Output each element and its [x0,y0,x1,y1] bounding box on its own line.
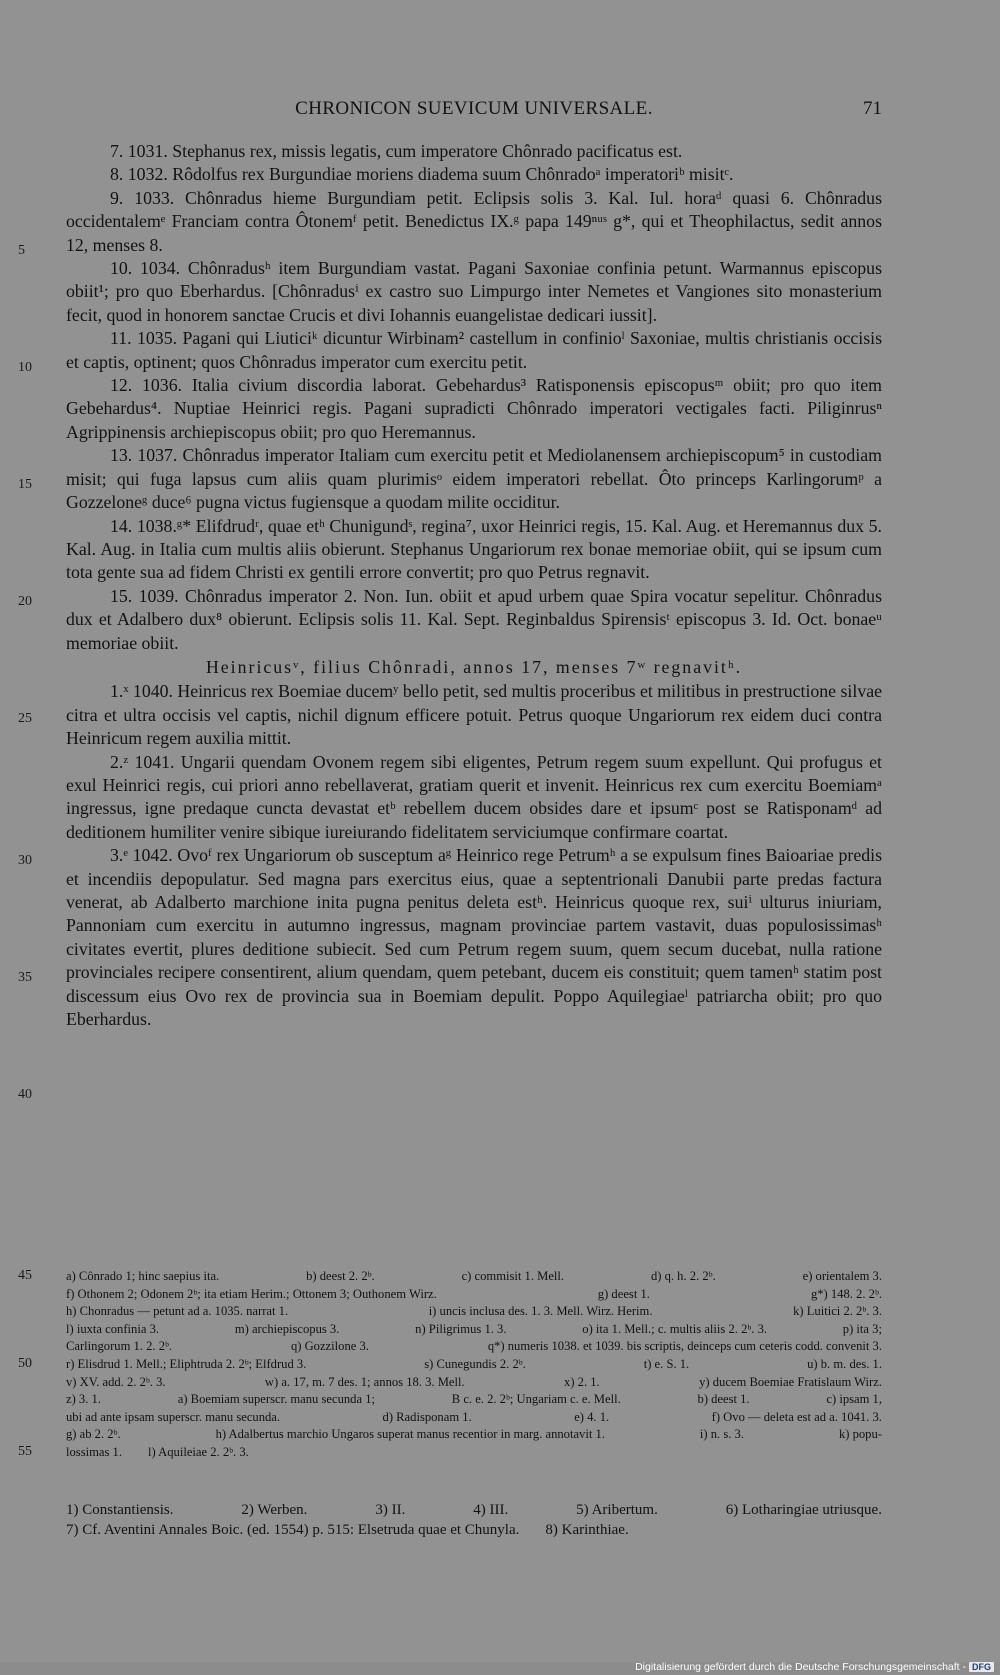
running-header [66,98,882,124]
variant-note: l) iuxta confinia 3. [66,1321,160,1336]
footnote: 4) III. [473,1502,509,1518]
variant-note-line [66,1338,882,1356]
variant-note: g*) 148. 2. 2ᵇ. [810,1286,882,1301]
variant-note: q*) numeris 1038. et 1039. bis scriptis, deinceps cum ceteris codd. convenit 3. [487,1339,882,1354]
variant-note: a) Cônrado 1; hinc saepius ita. [66,1269,220,1283]
footnote: 7) Cf. Aventini Annales Boic. (ed. 1554) p. 515: Elsetruda quae et Chunyla. [66,1522,520,1538]
variant-note: c) commisit 1. Mell. [461,1269,565,1283]
variant-note: g) ab 2. 2ᵇ. [66,1427,121,1442]
variant-note: Carlingorum 1. 2. 2ᵇ. [66,1339,173,1354]
line-number: 35 [18,970,32,985]
variant-note-line [66,1444,882,1462]
variant-note: lossimas 1. [66,1444,122,1459]
variant-note: x) 2. 1. [564,1374,600,1389]
line-number: 5 [18,243,25,258]
line-number: 55 [18,1444,32,1459]
page-number: 71 [863,98,882,119]
footnote: 5) Aribertum. [576,1502,658,1518]
variant-note: i) uncis inclusa des. 1. 3. Mell. Wirz. Herim. [428,1304,653,1319]
variant-note-line [66,1286,882,1304]
footnote: 3) II. [375,1502,406,1518]
variant-note: l) Aquileiae 2. 2ᵇ. 3. [147,1444,249,1459]
variant-note: a) Boemiam superscr. manu secunda 1; [177,1392,375,1407]
variant-note: r) Elisdrud 1. Mell.; Eliphtruda 2. 2ᵇ; Elfdrud 3. [66,1356,307,1371]
running-title: CHRONICON SUEVICUM UNIVERSALE. [295,98,653,119]
footnote-line [66,1520,882,1540]
main-text [66,140,882,1031]
entry-paragraph: 1.ˣ 1040. Heinricus rex Boemiae ducemʸ bello petit, sed multis proceribus et militibus in prestructione silvae citra et ultra occisis vel captis, nichil dignum efficere potuit. Petrus quoque Ungariorum rex eidem duci contra Heinricum regem auxilia mittit. [66,681,882,749]
variant-note: ubi ad ante ipsam superscr. manu secunda. [66,1409,281,1424]
variant-note: c) ipsam 1, [826,1392,882,1407]
variant-note: p) ita 3; [842,1321,882,1336]
variant-notes [66,1268,882,1462]
variant-note: f) Othonem 2; Odonem 2ᵇ; ita etiam Herim.; Ottonem 3; Outhonem Wirz. [66,1286,437,1301]
variant-note: h) Adalbertus marchio Ungaros superat manus recentior in marg. annotavit 1. [215,1427,605,1442]
variant-note: b) deest 1. [697,1392,750,1407]
variant-note-line [66,1374,882,1392]
section-heading: Heinricusᵛ, filius Chônradi, annos 17, menses 7ʷ regnavitʰ. [205,656,743,677]
footnote: 2) Werben. [241,1502,308,1518]
variant-note: h) Chonradus — petunt ad a. 1035. narrat 1. [66,1304,289,1319]
entry-paragraph: 13. 1037. Chônradus imperator Italiam cum exercitu petit et Mediolanensem archiepiscopum⁵ in custodiam misit; qui fuga lapsus cum aliis quam plurimisᵒ eidem imperatori rebellat. Ôto princeps Karlingorumᵖ a Gozzeloneᵍ duce⁶ pugna victus fugiensque a quodam milite occiditur. [66,445,882,513]
variant-note: n) Piligrimus 1. 3. [415,1321,507,1336]
line-number: 15 [18,477,32,492]
variant-note: k) Luitici 2. 2ᵇ. 3. [793,1304,882,1319]
footnote: 8) Karinthiae. [545,1522,629,1538]
variant-note: i) n. s. 3. [699,1427,744,1442]
entry-paragraph: 8. 1032. Rôdolfus rex Burgundiae moriens diadema suum Chônradoᵃ imperatoriᵇ misitᶜ. [110,164,734,185]
line-number: 30 [18,853,32,868]
variant-note: z) 3. 1. [66,1392,101,1407]
variant-note: g) deest 1. [597,1286,650,1301]
line-number: 20 [18,594,32,609]
variant-note: k) popu- [838,1427,882,1442]
variant-note-line [66,1321,882,1339]
entry-paragraph: 9. 1033. Chônradus hieme Burgundiam petit. Eclipsis solis 3. Kal. Iul. horaᵈ quasi 6. Chônradus occidentalemᵉ Franciam contra Ôtonemᶠ petit. Benedictus IX.ᵍ papa 149ⁿᵘˢ g*, qui et Theophilactus, sedit annos 12, menses 8. [66,187,882,255]
entry-paragraph: 3.ᵉ 1042. Ovoᶠ rex Ungariorum ob susceptum aᵍ Heinrico rege Petrumʰ a se expulsum fines Baioariae predis et incendiis depopulatur. Sed magna pars exercitus eius, quae a septentrionali Danubii parte predas factura venerat, ab Adalberto marchione inita pugna penitus deleta estʰ. Heinricus quoque rex, suiⁱ ulturus iniuriam, Pannoniam cum exercitu in autumno ingressus, magnam provinciae partem vastavit, duas populosissimasʰ civitates evertit, plures deditione subiecit. Sed cum Petrum regem suum, quem secum ducebat, nulla ratione provinciales recipere consentirent, alium quendam, quem petebant, ducem eis constituit; quem tamenʰ statim post discessum eius Ovo rex de provincia sua in Boemiam depulit. Poppo Aquilegiaeˡ patriarcha obiit; pro quo Eberhardus. [66,845,882,1030]
variant-note-line [66,1303,882,1321]
entry-paragraph: 2.ᶻ 1041. Ungarii quendam Ovonem regem sibi eligentes, Petrum regem suum expellunt. Qui profugus et exul Heinrici regis, cui priori anno rebellaverat, gratiam querit et invenit. Heinricus rex cum exercitu Boemiamᵃ ingressus, igne predaque cuncta devastat etᵇ rebellem ducem obsides dare et ipsumᶜ post se Ratisponamᵈ ad deditionem humiliter venire sibique iureiurando fidelitatem serviciumque confirmare coartat. [66,751,882,842]
variant-note: w) a. 17, m. 7 des. 1; annos 18. 3. Mell. [264,1374,465,1389]
footnote-line [66,1500,882,1520]
variant-note: b) deest 2. 2ᵇ. [306,1269,375,1283]
dfg-logo: DFG [969,1662,994,1672]
variant-note: e) 4. 1. [574,1409,610,1424]
line-number: 40 [18,1087,32,1102]
variant-note-line [66,1391,882,1409]
variant-note: y) ducem Boemiae Fratislaum Wirz. [699,1374,882,1389]
credit-text: Digitalisierung gefördert durch die Deutsche Forschungsgemeinschaft - [635,1661,966,1673]
variant-note-line [66,1268,882,1286]
variant-note: u) b. m. des. 1. [807,1356,882,1371]
variant-note: B c. e. 2. 2ᵇ; Ungariam c. e. Mell. [451,1392,621,1407]
line-number: 45 [18,1268,32,1283]
variant-note: q) Gozzilone 3. [290,1339,369,1354]
variant-note: e) orientalem 3. [802,1269,882,1283]
entry-paragraph: 11. 1035. Pagani qui Liuticiᵏ dicuntur Wirbinam² castellum in confinioˡ Saxoniae, multis christianis occisis et captis, optinent; quos Chônradus imperator cum exercitu petit. [66,328,882,372]
footnote: 6) Lotharingiae utriusque. [725,1502,882,1518]
variant-note: m) archiepiscopus 3. [234,1321,340,1336]
line-number: 50 [18,1356,32,1371]
variant-note: f) Ovo — deleta est ad a. 1041. 3. [711,1409,882,1424]
variant-note: s) Cunegundis 2. 2ᵇ. [424,1356,526,1371]
digitization-credit [635,1661,994,1673]
line-number: 10 [18,360,32,375]
variant-note: o) ita 1. Mell.; c. multis aliis 2. 2ᵇ. 3. [582,1321,768,1336]
variant-note-line [66,1356,882,1374]
variant-note: t) e. S. 1. [643,1356,690,1371]
variant-note-line [66,1426,882,1444]
variant-note: d) Radisponam 1. [382,1409,472,1424]
entry-paragraph: 7. 1031. Stephanus rex, missis legatis, cum imperatore Chônrado pacificatus est. [110,141,683,161]
entry-paragraph: 14. 1038.ᵍ* Elifdrudʳ, quae etʰ Chunigundˢ, regina⁷, uxor Heinrici regis, 15. Kal. Aug. et Heremannus dux 5. Kal. Aug. in Italia cum multis aliis obierunt. Stephanus Ungariorum rex bonae memoriae obiit, qui se ipsum cum tota gente sua ad fidem Christi ex gentili errore convertit; pro quo Petrus regnavit. [66,515,882,583]
entry-paragraph: 10. 1034. Chônradusʰ item Burgundiam vastat. Pagani Saxoniae confinia petunt. Warmannus episcopus obiit¹; pro quo Eberhardus. [Chônradusⁱ ex castro suo Limpurgo inter Nemetes et Vangiones sito monasterium fecit, quod in honorem sanctae Crucis et divi Iohannis euangelistae dedicari iussit]. [66,258,882,325]
variant-note: d) q. h. 2. 2ᵇ. [650,1269,716,1283]
entry-paragraph: 12. 1036. Italia civium discordia laborat. Gebehardus³ Ratisponensis episcopusᵐ obiit; pro quo item Gebehardus⁴. Nuptiae Heinrici regis. Pagani supradicti Chônrado imperatori vectigales facti. Piliginrusⁿ Agrippinensis archiepiscopus obiit; pro quo Heremannus. [66,375,882,442]
footnote: 1) Constantiensis. [66,1502,174,1518]
line-number: 25 [18,711,32,726]
entry-paragraph: 15. 1039. Chônradus imperator 2. Non. Iun. obiit et apud urbem quae Spira vocatur sepelitur. Chônradus dux et Adalbero dux⁸ obierunt. Eclipsis solis 11. Kal. Sept. Reginbaldus Spirensisᵗ episcopus 3. Id. Oct. bonaeᵘ memoriae obiit. [66,585,882,653]
footnotes [66,1500,882,1540]
variant-note-line [66,1409,882,1427]
variant-note: v) XV. add. 2. 2ᵇ. 3. [66,1374,166,1389]
